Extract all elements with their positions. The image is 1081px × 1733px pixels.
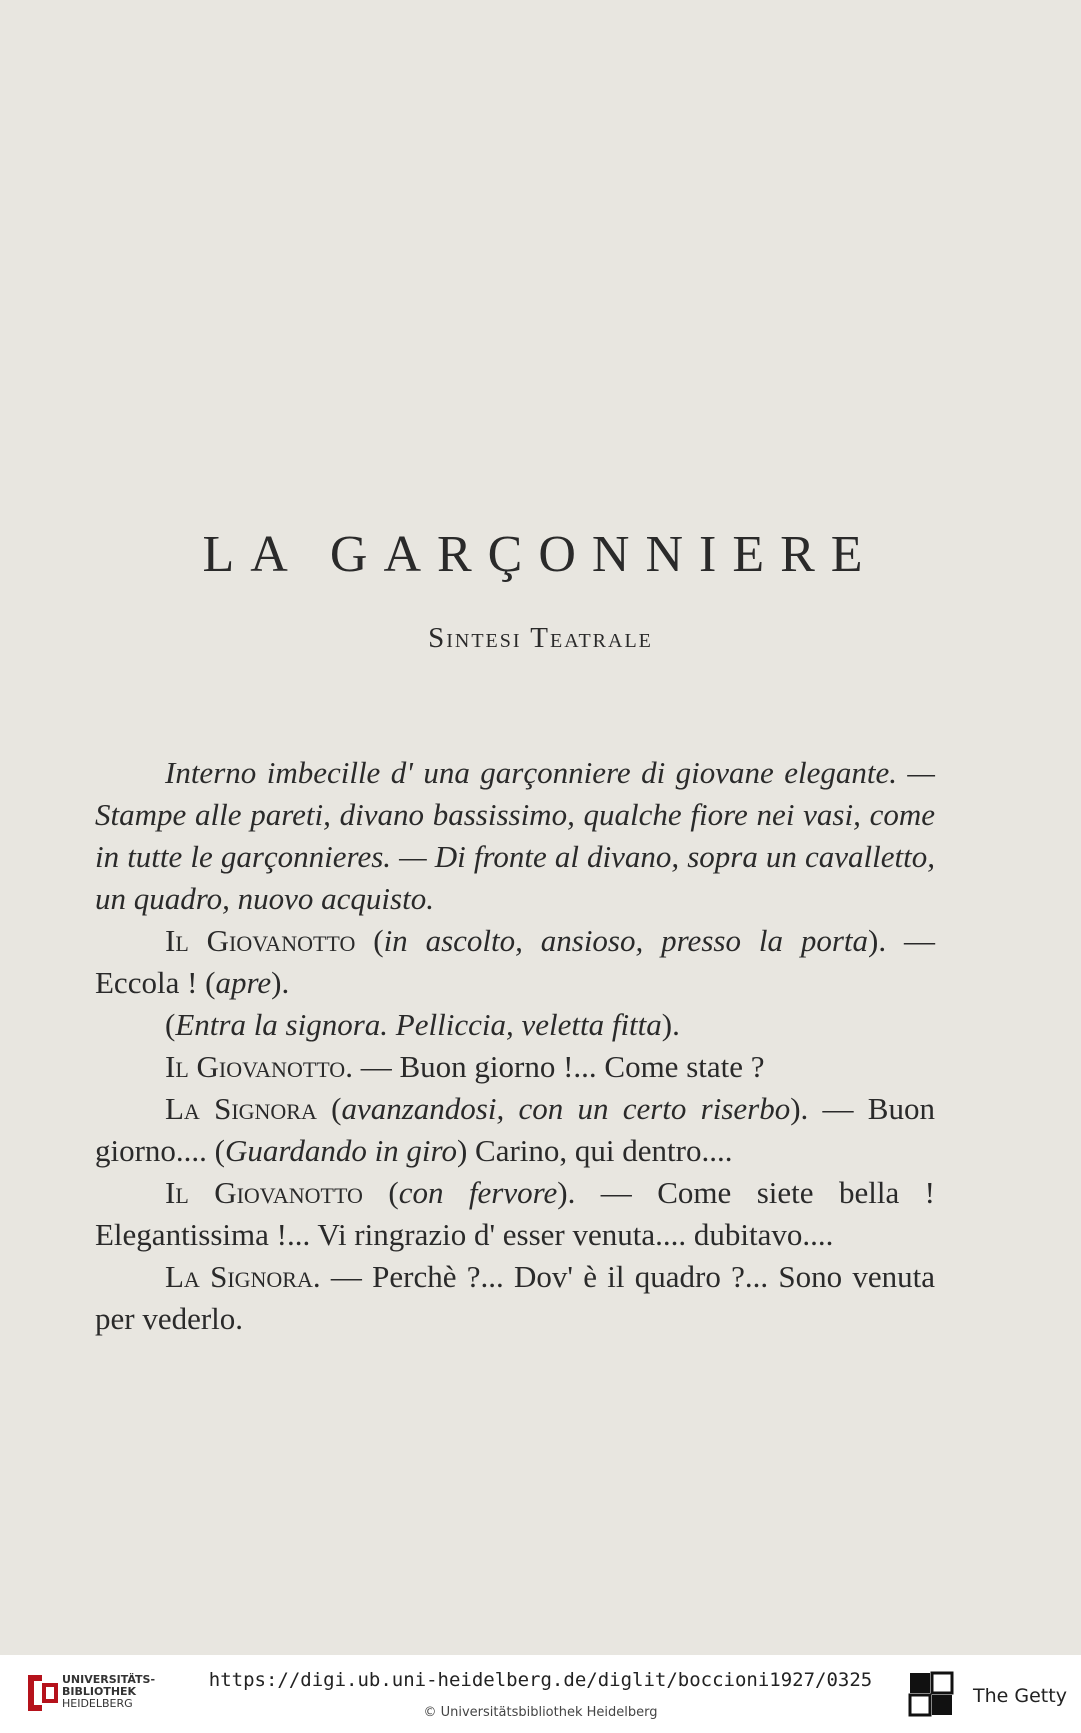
speaker: Il Giovanotto bbox=[165, 923, 356, 958]
stage-direction-intro: Interno imbecille d' una garçonniere di giovane elegante. — Stampe alle pareti, divano bassissimo, qualche fiore nei vasi, come in tutte le garçonnieres. — Di fronte al divano, sopra un cavalletto, un quadro, nuovo acquisto. bbox=[95, 755, 935, 916]
dialogue-line: La Signora (avanzandosi, con un certo riserbo). — Buon giorno.... (Guardando in giro) Carino, qui dentro.... bbox=[95, 1091, 935, 1168]
speaker: Il Giovanotto. bbox=[165, 1049, 353, 1084]
getty-logo-icon bbox=[908, 1671, 954, 1717]
line-text: ). — Buon giorno.... ( bbox=[95, 1091, 935, 1168]
line-text: — Buon giorno !... Come state ? bbox=[352, 1049, 765, 1084]
copyright-notice: © Universitätsbibliothek Heidelberg bbox=[423, 1705, 658, 1720]
dialogue-line bbox=[95, 1256, 935, 1340]
speaker: La Signora. bbox=[165, 1259, 321, 1294]
dialogue-line bbox=[95, 1046, 935, 1088]
source-url-link[interactable]: https://digi.ub.uni-heidelberg.de/diglit/boccioni1927/0325 bbox=[208, 1669, 873, 1691]
dialogue-line: Il Giovanotto (con fervore). — Come siete bella ! Elegantissima !... Vi ringrazio d' esser venuta.... dubitavo.... bbox=[95, 1175, 935, 1252]
body-text bbox=[95, 752, 935, 1340]
speaker: Il Giovanotto bbox=[165, 1175, 363, 1210]
stage-direction: con fervore bbox=[398, 1175, 558, 1210]
line-end: ) Carino, qui dentro.... bbox=[456, 1133, 733, 1168]
stage-direction: apre bbox=[215, 965, 272, 1000]
page-subtitle: Sintesi Teatrale bbox=[428, 622, 653, 654]
library-name: UNIVERSITÄTS- BIBLIOTHEK HEIDELBERG bbox=[62, 1673, 156, 1710]
stage-direction: Guardando in giro bbox=[225, 1133, 457, 1168]
page-title: LA GARÇONNIERE bbox=[202, 526, 879, 583]
line-text: — Perchè ?... Dov' è il quadro ?... Sono venuta per vederlo. bbox=[95, 1259, 935, 1336]
line-text: ). — Come siete bella ! Elegantissima !... Vi ringrazio d' esser venuta.... dubitavo.... bbox=[95, 1175, 935, 1252]
stage-direction: in ascolto, ansioso, presso la porta bbox=[383, 923, 869, 958]
line-text: . — Eccola ! ( bbox=[95, 923, 936, 1000]
line-end: ). bbox=[271, 965, 290, 1000]
speaker: La Signora bbox=[165, 1091, 317, 1126]
stage-direction-entrance: (Entra la signora. Pelliccia, veletta fitta). bbox=[165, 1007, 680, 1042]
getty-label: The Getty bbox=[973, 1685, 1067, 1707]
footer-bar bbox=[0, 1655, 1081, 1733]
stage-direction: avanzandosi, con un certo riserbo bbox=[341, 1091, 791, 1126]
dialogue-line: Il Giovanotto (in ascolto, ansioso, presso la porta). — Eccola ! (apre). bbox=[95, 923, 936, 1000]
stage-direction: Entra la signora. Pelliccia, veletta fitta bbox=[175, 1007, 662, 1042]
